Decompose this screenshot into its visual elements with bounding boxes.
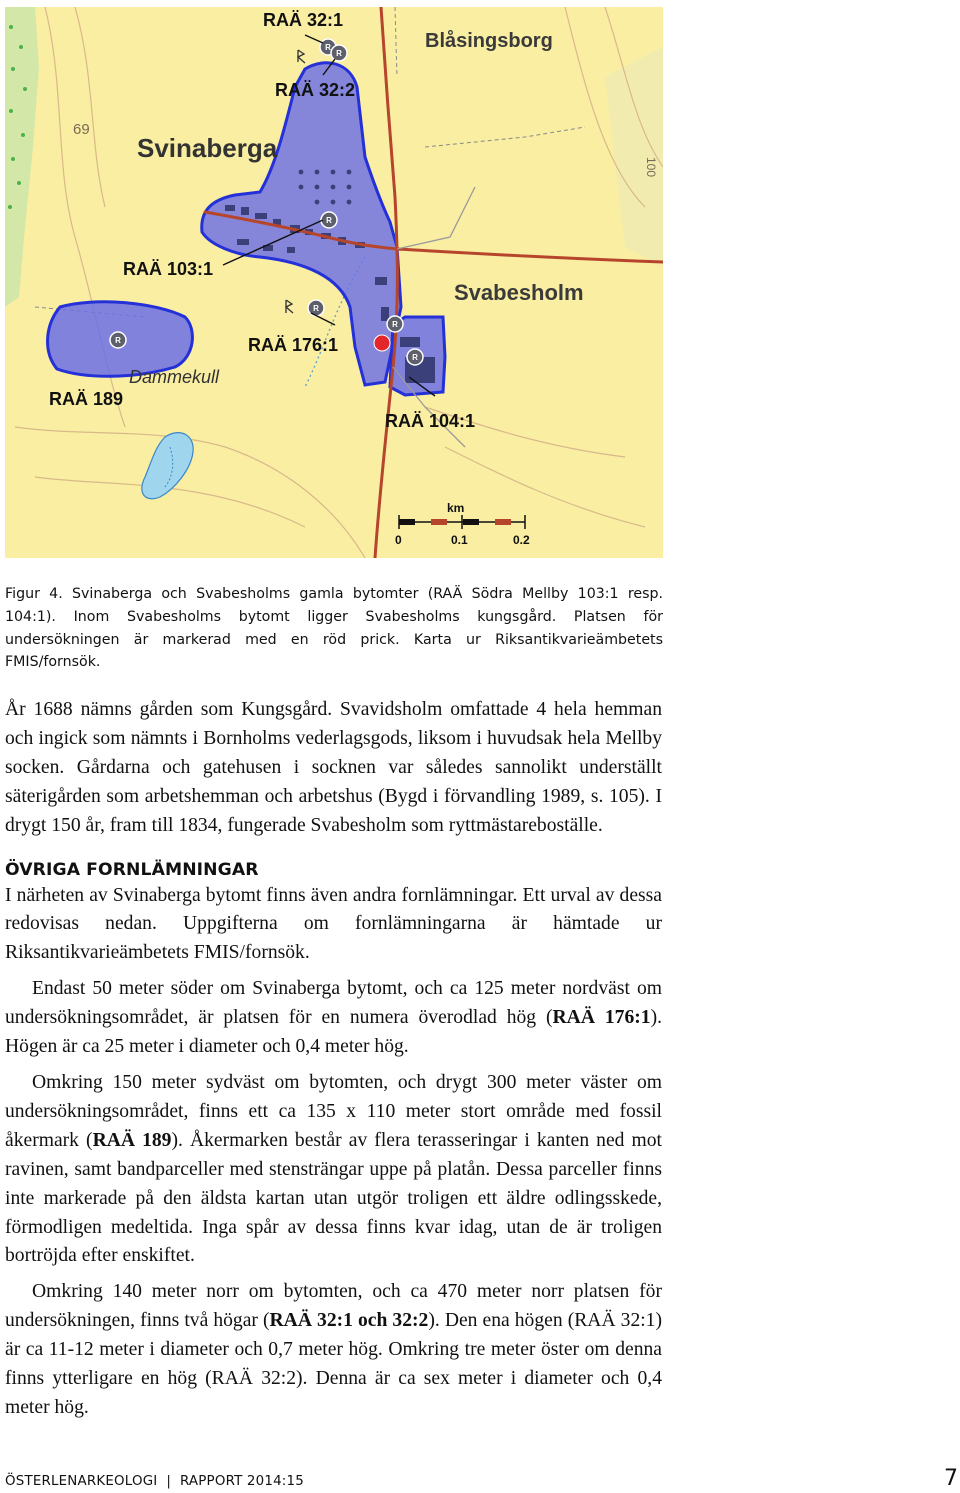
label-raa-189: RAÄ 189	[49, 389, 124, 409]
label-dammekull: Dammekull	[129, 367, 220, 387]
body-text	[5, 696, 662, 1423]
scale-tick-2: 0.2	[513, 533, 530, 547]
svg-text:R: R	[412, 353, 418, 362]
label-road-69: 69	[73, 121, 90, 138]
section-heading: ÖVRIGA FORNLÄMNINGAR	[5, 859, 259, 880]
svg-text:R: R	[325, 43, 331, 52]
label-road-100: 100	[644, 157, 658, 178]
footer-publication: ÖSTERLENARKEOLOGI | RAPPORT 2014:15	[5, 1474, 304, 1489]
ref-raa-176: RAÄ 176:1	[552, 1007, 651, 1029]
map-figure	[5, 7, 663, 558]
svg-text:R: R	[336, 49, 342, 58]
label-raa-104-1: RAÄ 104:1	[385, 411, 476, 431]
label-raa-103-1: RAÄ 103:1	[123, 259, 214, 279]
page-number: 7	[944, 1466, 958, 1491]
svg-text:R: R	[115, 336, 121, 345]
label-raa-32-1: RAÄ 32:1	[263, 10, 344, 30]
ref-raa-189: RAÄ 189	[92, 1129, 172, 1151]
figure-caption	[5, 583, 663, 674]
label-raa-176-1: RAÄ 176:1	[248, 335, 339, 355]
svg-text:R: R	[313, 304, 319, 313]
paragraph-raa-176	[5, 975, 662, 1062]
label-svabesholm: Svabesholm	[454, 280, 584, 305]
text-span: ). Högen är ca 25 meter i diameter och 0,4 meter hög.	[5, 1007, 662, 1058]
label-blasingsborg: Blåsingsborg	[425, 30, 553, 52]
paragraph-raa-32	[5, 1278, 662, 1423]
svg-text:R: R	[392, 320, 398, 329]
label-svinaberga: Svinaberga	[137, 133, 278, 163]
text-span: Omkring 140 meter norr om bytomten, och ca 470 meter norr platsen för undersökningen, finns två högar (	[5, 1281, 662, 1332]
paragraph-history: År 1688 nämns gården som Kungsgård. Svavidsholm omfattade 4 hela hemman och ingick som nämnts i Bornholms vederlagsgods, liksom i huvudsak hela Mellby socken. Gårdarna och gatehusen i socknen var således sannolikt underställt säterigården som arbetshemman och arbetshus (Bygd i förvandling 1989, s. 105). I drygt 150 år, fram till 1834, fungerade Svabesholm som ryttmästareboställe.	[5, 699, 662, 836]
paragraph-raa-189	[5, 1069, 662, 1271]
text-span: ). Den ena högen (RAÄ 32:1) är ca 11-12 meter i diameter och 0,7 meter hög. Omkring tre meter öster om denna finns ytterligare en hög (RAÄ 32:2). Denna är ca sex meter i diameter och 0,4 meter hög.	[5, 1310, 663, 1418]
scale-unit: km	[447, 501, 465, 515]
scale-tick-0: 0	[395, 533, 402, 547]
caption-text: Figur 4. Svinaberga och Svabesholms gamla bytomter (RAÄ Södra Mellby 103:1 resp. 104:1). Inom Svabesholms bytomt ligger Svabesholms kungsgård. Platsen för undersökningen är markerad med en röd prick. Karta ur Riksantikvarieämbetets FMIS/fornsök.	[5, 586, 663, 671]
scale-tick-1: 0.1	[451, 533, 468, 547]
paragraph-intro: I närheten av Svinaberga bytomt finns även andra fornlämningar. Ett urval av dessa redovisas nedan. Uppgifterna om fornlämningarna är hämtade ur Riksantikvarieämbetets FMIS/fornsök.	[5, 884, 662, 964]
text-span: ). Åkermarken består av flera terasseringar i kanten ned mot ravinen, samt bandparceller med stensträngar uppe på platån. Dessa parceller finns inte markerade på den äldsta kartan utan utgör troligen ett äldre odlingsskede, förmodligen medeltida. Inga spår av dessa finns kvar idag, utan de är troligen bortröjda efter enskiftet.	[5, 1129, 662, 1267]
text-span: Endast 50 meter söder om Svinaberga bytomt, och ca 125 meter nordväst om undersökningsområdet, är platsen för en numera överodlad hög (	[5, 978, 662, 1029]
svg-text:R: R	[326, 216, 332, 225]
label-raa-32-2: RAÄ 32:2	[275, 80, 356, 100]
text-span: Omkring 150 meter sydväst om bytomten, och drygt 300 meter väster om undersökningsområdet, finns ett ca 135 x 110 meter stort område med fossil åkermark (	[5, 1071, 662, 1151]
ref-raa-32: RAÄ 32:1 och 32:2	[269, 1310, 429, 1332]
red-dot-icon	[374, 335, 390, 351]
